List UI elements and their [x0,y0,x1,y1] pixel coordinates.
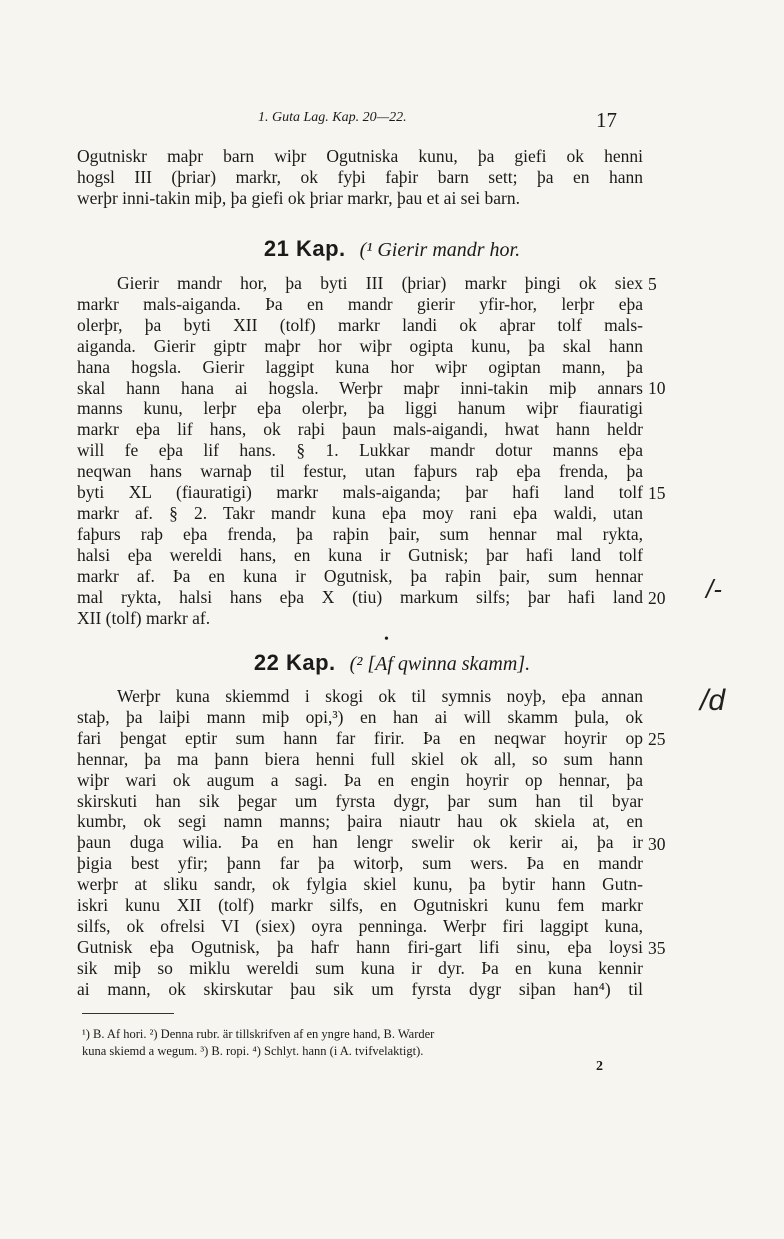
footnote-rule [82,1013,174,1014]
intro-paragraph [77,146,643,209]
text-line: iskri kunu XII (tolf) markr silfs, en Ogutniskri kunu fem markr [77,895,643,916]
margin-annotation: /- [706,574,722,604]
text-line: mal rykta, halsi hans eþa X (tiu) markum silfs; þar hafi land [77,586,643,607]
footnote-line: ¹) B. Af hori. ²) Denna rubr. är tillskrifven af en yngre hand, B. Warder [82,1027,435,1041]
text-line: werþr at sliku sandr, ok fylgia skiel kunu, þa bytir hann Gutn- [77,874,643,895]
text-line: þigia best yfir; þann far þa witorþ, sum wers. Þa en mandr [77,853,643,874]
line-number: 30 [648,834,666,854]
text-line: skal hann hana ai hogsla. Werþr maþr inni-takin miþ annars [77,377,643,398]
text-line: will fe eþa lif hans. § 1. Lukkar mandr dotur manns eþa [77,440,643,461]
line-number: 5 [648,274,657,294]
text-line: faþurs raþ eþa frenda, þa raþin þair, sum hennar mal rykta, [77,523,643,544]
text-line: markr eþa lif hans, ok raþi þaun mals-aigandi, hwat hann heldr [77,419,643,440]
text-line: staþ, þa laiþi mann miþ opi,³) en han ai will skamm þula, ok [77,706,643,727]
text-line: ai mann, ok skirskutar þau sik um fyrsta dygr siþan han⁴) til [77,978,643,999]
line-number: 20 [648,588,666,608]
page-header [0,108,784,132]
text-line: aiganda. Gierir giptr maþr hor wiþr ogipta kunu, þa skal hann [77,335,643,356]
line-number: 25 [648,729,666,749]
text-line: hennar, þa ma þann biera henni full skiel ok all, so sum hann [77,748,643,769]
text-line: Gierir mandr hor, þa byti III (þriar) markr þingi ok siex [117,273,643,293]
text-line: manns kunu, lerþr eþa olerþr, þa liggi hanum wiþr fiauratigi [77,398,643,419]
text-line: XII (tolf) markr af. [77,607,211,628]
text-line: byti XL (fiauratigi) markr mals-aiganda; þar hafi land tolf [77,482,643,503]
chapter-21-heading [0,236,784,262]
page-number: 17 [596,108,617,132]
chapter-note: (¹ Gierir mandr hor. [359,239,521,261]
text-line: Gutnisk eþa Ogutnisk, þa hafr hann firi-gart lifi sinu, eþa loysi [77,936,643,957]
text-line: fari þengat eptir sum hann far firir. Þa en neqwar hoyrir op [77,727,643,748]
text-line: olerþr, þa byti XII (tolf) markr landi ok aþrar tolf mals- [77,314,643,335]
running-title: 1. Guta Lag. Kap. 20—22. [258,110,407,125]
text-line: wiþr wari ok augum a sagi. Þa en engin hoyrir op hennar, þa [77,769,643,790]
text-line: hogsl III (þriar) markr, ok fyþi faþir barn sett; þa en hann [77,167,643,187]
chapter-title: 22 Kap. [253,650,336,675]
text-line: halsi eþa wereldi hans, en kuna ir Gutnisk; þar hafi land tolf [77,544,643,565]
chapter-note: (² [Af qwinna skamm]. [349,653,531,675]
chapter-22-heading [0,650,784,676]
line-number: 15 [648,483,666,503]
text-line: werþr inni-takin miþ, þa giefi ok þriar markr, þau et ai sei barn. [77,188,520,208]
text-line: neqwan hans warnaþ til festur, utan faþurs raþ eþa frenda, þa [77,461,643,482]
chapter-22-text [77,686,643,1000]
line-number: 35 [648,938,666,958]
footnotes [82,1026,642,1060]
text-line: markr af. § 2. Takr mandr kuna eþa moy rani eþa waldi, utan [77,502,643,523]
text-line: Ogutniskr maþr barn wiþr Ogutniska kunu, þa giefi ok henni [77,146,643,166]
text-line: skirskuti han sik þegar um fyrsta dygr, þar sum han til byar [77,790,643,811]
text-line: þaun duga wilia. Þa en han lengr swelir ok kerir ai, þa ir [77,832,643,853]
signature-mark: 2 [596,1059,603,1074]
text-line: markr af. Þa en kuna ir Ogutnisk, þa raþin þair, sum hennar [77,565,643,586]
text-line: silfs, ok ofrelsi VI (siex) oyra penninga. Werþr firi laggipt kuna, [77,915,643,936]
text-line: Werþr kuna skiemmd i skogi ok til symnis noyþ, eþa annan [117,686,643,706]
text-line: sik miþ so miklu wereldi sum kuna ir dyr. Þa en kuna kennir [77,957,643,978]
line-number: 10 [648,378,666,398]
text-line: markr mals-aiganda. Þa en mandr gierir yfir-hor, lerþr eþa [77,293,643,314]
stray-mark: • [384,632,389,647]
chapter-21-text [77,273,643,628]
chapter-title: 21 Kap. [263,236,346,261]
margin-annotation: /d [700,684,726,717]
text-line: hana hogsla. Gierir laggipt kuna hor wiþr ogiptan mann, þa [77,356,643,377]
footnote-line: kuna skiemd a wegum. ³) B. ropi. ⁴) Schlyt. hann (i A. tvifvelaktigt). [82,1044,424,1058]
text-line: kumbr, ok segi namn manns; þaira niautr hau ok skiela at, en [77,811,643,832]
